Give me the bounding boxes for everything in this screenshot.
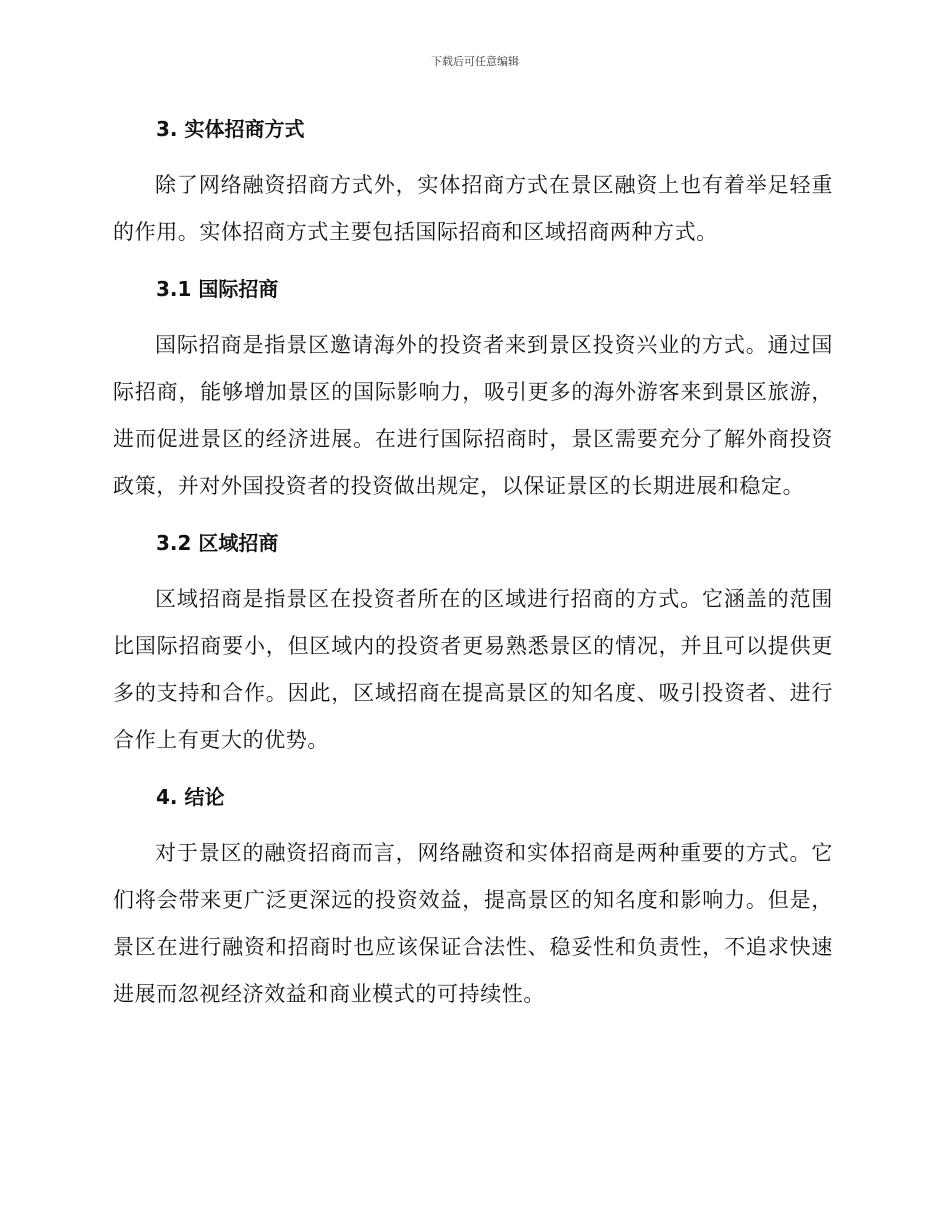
section-heading-3-1: 3.1 国际招商 [156,277,279,301]
section-heading-4: 4. 结论 [156,785,225,809]
document-body [113,112,833,1018]
section-heading-3: 3. 实体招商方式 [156,117,305,141]
page-header: 下载后可任意编辑 [431,55,519,68]
section-paragraph-3-1: 国际招商是指景区邀请海外的投资者来到景区投资兴业的方式。通过国际招商，能够增加景区的国际影响力，吸引更多的海外游客来到景区旅游，进而促进景区的经济进展。在进行国际招商时，景区需要充分了解外商投资政策，并对外国投资者的投资做出规定，以保证景区的长期进展和稳定。 [113,333,833,498]
section-paragraph-4: 对于景区的融资招商而言，网络融资和实体招商是两种重要的方式。它们将会带来更广泛更深远的投资效益，提高景区的知名度和影响力。但是，景区在进行融资和招商时也应该保证合法性、稳妥性和负责性，不追求快速进展而忽视经济效益和商业模式的可持续性。 [113,841,833,1006]
section-paragraph-3-2: 区域招商是指景区在投资者所在的区域进行招商的方式。它涵盖的范围比国际招商要小，但区域内的投资者更易熟悉景区的情况，并且可以提供更多的支持和合作。因此，区域招商在提高景区的知名度、吸引投资者、进行合作上有更大的优势。 [113,587,833,752]
section-paragraph-3: 除了网络融资招商方式外，实体招商方式在景区融资上也有着举足轻重的作用。实体招商方式主要包括国际招商和区域招商两种方式。 [113,173,833,244]
section-heading-3-2: 3.2 区域招商 [156,531,279,555]
